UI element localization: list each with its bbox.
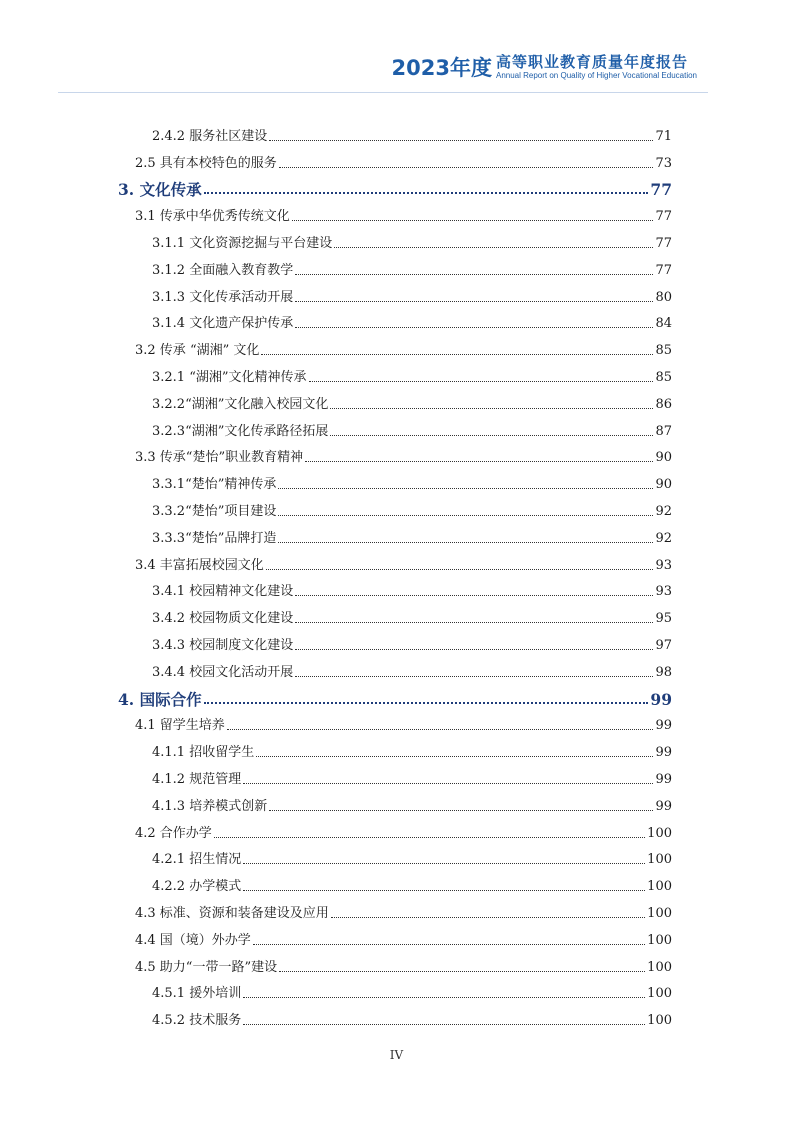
toc-dot-leader <box>295 274 653 275</box>
toc-entry-label: 3.1.2 全面融入教育教学 <box>152 262 294 278</box>
toc-entry-page: 84 <box>655 316 672 332</box>
toc-entry[interactable] <box>0 788 793 815</box>
toc-entry-label: 3.4.4 校园文化活动开展 <box>152 664 294 680</box>
toc-entry-label: 3.4.2 校园物质文化建设 <box>152 611 294 627</box>
toc-dot-leader <box>243 863 645 864</box>
toc-dot-leader <box>278 542 653 543</box>
toc-entry-page: 85 <box>655 369 672 385</box>
toc-dot-leader <box>243 783 653 784</box>
toc-entry[interactable] <box>0 949 793 976</box>
toc-entry-label: 4.1.2 规范管理 <box>152 771 242 787</box>
toc-entry[interactable] <box>0 627 793 654</box>
toc-entry-page: 100 <box>647 852 672 868</box>
toc-dot-leader <box>266 569 654 570</box>
toc-dot-leader <box>243 1024 645 1025</box>
toc-entry-page: 99 <box>655 745 672 761</box>
toc-entry[interactable] <box>0 842 793 869</box>
toc-entry[interactable] <box>0 386 793 413</box>
toc-entry-label: 4.2 合作办学 <box>135 825 212 841</box>
toc-entry-page: 77 <box>650 180 672 200</box>
toc-dot-leader <box>279 971 645 972</box>
toc-dot-leader <box>309 381 654 382</box>
toc-entry-page: 80 <box>655 289 672 305</box>
toc-entry-page: 99 <box>655 771 672 787</box>
toc-entry-label: 4.1.1 招收留学生 <box>152 745 255 761</box>
toc-entry-label: 4.5.1 援外培训 <box>152 986 242 1002</box>
toc-entry-page: 100 <box>647 932 672 948</box>
header-title-block <box>496 54 697 81</box>
toc-entry[interactable] <box>0 868 793 895</box>
toc-entry[interactable] <box>0 359 793 386</box>
toc-entry[interactable] <box>0 520 793 547</box>
toc-entry-page: 77 <box>655 209 672 225</box>
toc-entry-label: 4.4 国（境）外办学 <box>135 932 251 948</box>
toc-dot-leader <box>295 649 653 650</box>
toc-dot-leader <box>295 676 653 677</box>
toc-dot-leader <box>278 488 653 489</box>
toc-entry-label: 4.1 留学生培养 <box>135 718 225 734</box>
toc-dot-leader <box>334 247 653 248</box>
toc-entry-page: 95 <box>655 611 672 627</box>
toc-entry[interactable] <box>0 172 793 199</box>
toc-entry-label: 3.3.2“楚怡”项目建设 <box>152 503 277 519</box>
toc-entry-page: 73 <box>655 155 672 171</box>
toc-entry-page: 99 <box>650 689 672 709</box>
toc-dot-leader <box>295 622 653 623</box>
toc-entry-label: 3.1.1 文化资源挖掘与平台建设 <box>152 235 333 251</box>
toc-entry-label: 3.4.3 校园制度文化建设 <box>152 637 294 653</box>
toc-entry[interactable] <box>0 279 793 306</box>
toc-entry[interactable] <box>0 306 793 333</box>
toc-entry-page: 86 <box>655 396 672 412</box>
toc-entry[interactable] <box>0 681 793 708</box>
toc-entry[interactable] <box>0 493 793 520</box>
toc-entry[interactable] <box>0 440 793 467</box>
toc-dot-leader <box>204 192 649 194</box>
toc-entry-page: 77 <box>655 235 672 251</box>
toc-entry-label: 3.1.3 文化传承活动开展 <box>152 289 294 305</box>
toc-dot-leader <box>295 301 653 302</box>
toc-entry-page: 100 <box>647 1013 672 1029</box>
toc-entry[interactable] <box>0 895 793 922</box>
toc-entry-page: 90 <box>655 477 672 493</box>
toc-dot-leader <box>261 354 653 355</box>
toc-entry[interactable] <box>0 815 793 842</box>
report-header <box>392 54 697 81</box>
toc-entry-label: 4.5 助力“一带一路”建设 <box>135 959 278 975</box>
toc-entry-page: 99 <box>655 798 672 814</box>
toc-dot-leader <box>243 997 645 998</box>
toc-entry[interactable] <box>0 761 793 788</box>
toc-entry-page: 87 <box>655 423 672 439</box>
toc-entry[interactable] <box>0 976 793 1003</box>
toc-entry[interactable] <box>0 922 793 949</box>
toc-entry-label: 3.3 传承“楚怡”职业教育精神 <box>135 450 304 466</box>
table-of-contents <box>0 118 793 1029</box>
toc-entry-label: 3.1 传承中华优秀传统文化 <box>135 209 290 225</box>
toc-entry[interactable] <box>0 466 793 493</box>
toc-dot-leader <box>278 515 653 516</box>
header-divider <box>58 92 708 93</box>
toc-entry-page: 100 <box>647 905 672 921</box>
toc-entry[interactable] <box>0 1002 793 1029</box>
toc-entry-label: 4.2.2 办学模式 <box>152 879 242 895</box>
toc-entry-label: 4.5.2 技术服务 <box>152 1013 242 1029</box>
toc-dot-leader <box>279 167 654 168</box>
toc-dot-leader <box>330 435 653 436</box>
header-year: 2023年度 <box>391 56 492 80</box>
toc-entry-label: 2.4.2 服务社区建设 <box>152 128 268 144</box>
toc-entry-label: 2.5 具有本校特色的服务 <box>135 155 277 171</box>
toc-dot-leader <box>295 327 653 328</box>
toc-dot-leader <box>331 917 645 918</box>
toc-dot-leader <box>330 408 653 409</box>
toc-dot-leader <box>305 461 653 462</box>
toc-entry-label: 3.3.1“楚怡”精神传承 <box>152 477 277 493</box>
toc-entry-page: 85 <box>655 343 672 359</box>
toc-dot-leader <box>269 140 653 141</box>
toc-entry-label: 3.4.1 校园精神文化建设 <box>152 584 294 600</box>
header-subtitle: Annual Report on Quality of Higher Vocational Education <box>495 71 697 80</box>
toc-entry-label: 4.3 标准、资源和装备建设及应用 <box>135 905 329 921</box>
toc-entry-page: 99 <box>655 718 672 734</box>
toc-dot-leader <box>253 944 645 945</box>
toc-entry[interactable] <box>0 600 793 627</box>
toc-entry-page: 100 <box>647 986 672 1002</box>
toc-entry[interactable] <box>0 252 793 279</box>
toc-dot-leader <box>243 890 645 891</box>
toc-entry-page: 93 <box>655 557 672 573</box>
toc-entry-label: 3.2 传承 “湖湘” 文化 <box>135 343 260 359</box>
toc-entry-page: 92 <box>655 530 672 546</box>
header-title: 高等职业教育质量年度报告 <box>495 53 688 71</box>
page-number: IV <box>389 1048 404 1062</box>
toc-entry[interactable] <box>0 198 793 225</box>
toc-entry-label: 3.3.3“楚怡”品牌打造 <box>152 530 277 546</box>
toc-entry[interactable] <box>0 332 793 359</box>
toc-entry[interactable] <box>0 547 793 574</box>
toc-dot-leader <box>204 702 649 704</box>
toc-entry[interactable] <box>0 413 793 440</box>
toc-dot-leader <box>295 595 653 596</box>
toc-entry[interactable] <box>0 708 793 735</box>
toc-entry-label: 4.2.1 招生情况 <box>152 852 242 868</box>
toc-entry-label: 3.4 丰富拓展校园文化 <box>135 557 264 573</box>
toc-entry-label: 4.1.3 培养模式创新 <box>152 798 268 814</box>
toc-entry[interactable] <box>0 118 793 145</box>
toc-dot-leader <box>256 756 653 757</box>
toc-entry[interactable] <box>0 145 793 172</box>
toc-entry-page: 77 <box>655 262 672 278</box>
toc-dot-leader <box>269 810 653 811</box>
toc-entry[interactable] <box>0 734 793 761</box>
toc-entry-page: 100 <box>647 825 672 841</box>
toc-entry-page: 93 <box>655 584 672 600</box>
toc-entry-label: 3.2.3“湖湘”文化传承路径拓展 <box>152 423 329 439</box>
toc-entry-label: 3. 文化传承 <box>118 180 202 200</box>
toc-entry[interactable] <box>0 654 793 681</box>
toc-entry-page: 97 <box>655 637 672 653</box>
toc-dot-leader <box>227 729 654 730</box>
toc-entry[interactable] <box>0 574 793 601</box>
toc-entry-label: 3.2.2“湖湘”文化融入校园文化 <box>152 396 329 412</box>
toc-dot-leader <box>214 837 645 838</box>
toc-entry[interactable] <box>0 225 793 252</box>
toc-entry-label: 3.2.1 “湖湘”文化精神传承 <box>152 369 307 385</box>
toc-entry-label: 4. 国际合作 <box>118 689 202 709</box>
toc-entry-page: 98 <box>655 664 672 680</box>
toc-dot-leader <box>292 220 654 221</box>
toc-entry-label: 3.1.4 文化遗产保护传承 <box>152 316 294 332</box>
toc-entry-page: 100 <box>647 879 672 895</box>
toc-entry-page: 92 <box>655 503 672 519</box>
toc-entry-page: 90 <box>655 450 672 466</box>
toc-entry-page: 71 <box>655 128 672 144</box>
toc-entry-page: 100 <box>647 959 672 975</box>
